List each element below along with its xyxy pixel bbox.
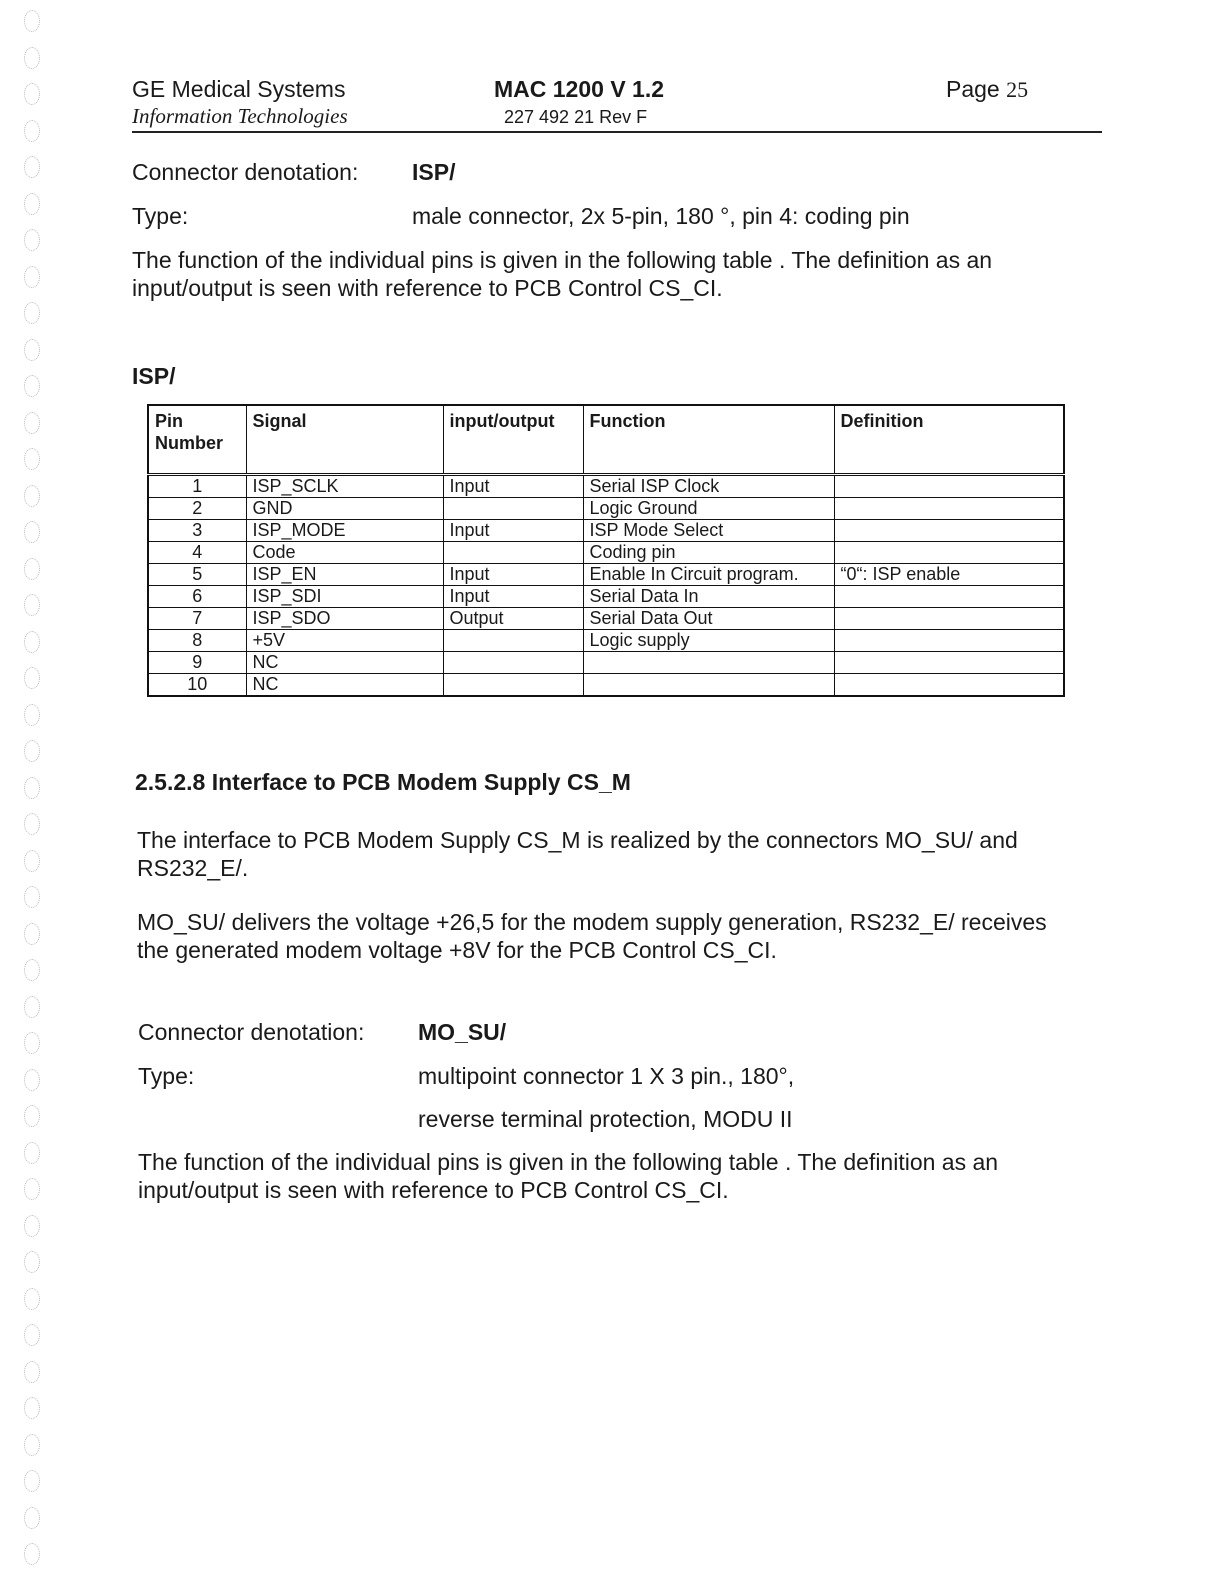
binder-hole-mark: [24, 412, 40, 434]
header-rule: [132, 131, 1102, 133]
header-pin-number: [148, 405, 246, 475]
binder-hole-mark: [24, 229, 40, 251]
division-name: Information Technologies: [132, 104, 348, 128]
header-pin-line2: Number: [155, 433, 224, 453]
cell-definition: [834, 498, 1064, 520]
cell-definition: “0“: ISP enable: [834, 564, 1064, 586]
binder-hole-mark: [24, 156, 40, 178]
page-label: Page: [946, 76, 1000, 102]
table-row: [148, 630, 1064, 652]
binder-hole-mark: [24, 10, 40, 32]
table-row: [148, 542, 1064, 564]
header-signal: Signal: [246, 405, 443, 475]
cell-pin: 10: [148, 674, 246, 697]
binder-hole-mark: [24, 1543, 40, 1565]
binder-hole-mark: [24, 1470, 40, 1492]
cell-io: Output: [443, 608, 583, 630]
page-indicator: [946, 76, 1028, 103]
header-function: Function: [583, 405, 834, 475]
isp-denotation-label: Connector denotation:: [132, 159, 359, 185]
table-row: [148, 475, 1064, 498]
binder-hole-mark: [24, 594, 40, 616]
cell-io: [443, 498, 583, 520]
table-row: [148, 674, 1064, 697]
modem-para1-line1: The interface to PCB Modem Supply CS_M is realized by the connectors MO_SU/ and: [137, 827, 1018, 853]
table-row: [148, 520, 1064, 542]
header-input-output: input/output: [443, 405, 583, 475]
binder-hole-mark: [24, 120, 40, 142]
binder-hole-mark: [24, 266, 40, 288]
binder-hole-mark: [24, 850, 40, 872]
company-name: GE Medical Systems: [132, 76, 346, 102]
isp-denotation-value: ISP/: [412, 159, 456, 185]
binder-hole-mark: [24, 83, 40, 105]
mosu-type-label: Type:: [138, 1063, 195, 1089]
cell-signal: ISP_SDO: [246, 608, 443, 630]
cell-function: Enable In Circuit program.: [583, 564, 834, 586]
binder-hole-mark: [24, 1105, 40, 1127]
mosu-type-value-line1: multipoint connector 1 X 3 pin., 180°,: [418, 1063, 795, 1089]
cell-function: [583, 652, 834, 674]
binder-hole-mark: [24, 448, 40, 470]
modem-para1-line2: RS232_E/.: [137, 855, 249, 881]
binder-hole-mark: [24, 959, 40, 981]
cell-io: Input: [443, 586, 583, 608]
table-row: [148, 564, 1064, 586]
table-row: [148, 586, 1064, 608]
cell-definition: [834, 630, 1064, 652]
cell-signal: Code: [246, 542, 443, 564]
binder-hole-mark: [24, 521, 40, 543]
binder-hole-mark: [24, 813, 40, 835]
binder-hole-mark: [24, 923, 40, 945]
cell-io: [443, 674, 583, 697]
binder-hole-mark: [24, 1215, 40, 1237]
cell-function: Coding pin: [583, 542, 834, 564]
cell-io: Input: [443, 564, 583, 586]
cell-pin: 7: [148, 608, 246, 630]
isp-intro-line2: input/output is seen with reference to PCB Control CS_CI.: [132, 275, 723, 301]
mosu-denotation-label: Connector denotation:: [138, 1019, 365, 1045]
binder-hole-mark: [24, 777, 40, 799]
cell-function: ISP Mode Select: [583, 520, 834, 542]
binder-hole-mark: [24, 1178, 40, 1200]
cell-definition: [834, 586, 1064, 608]
section-heading: 2.5.2.8 Interface to PCB Modem Supply CS_M: [135, 769, 631, 795]
isp-type-value: male connector, 2x 5-pin, 180 °, pin 4: coding pin: [412, 203, 910, 229]
binder-hole-mark: [24, 302, 40, 324]
cell-signal: NC: [246, 674, 443, 697]
binder-hole-mark: [24, 193, 40, 215]
binder-hole-mark: [24, 1069, 40, 1091]
isp-type-label: Type:: [132, 203, 189, 229]
binder-hole-mark: [24, 1361, 40, 1383]
product-title: MAC 1200 V 1.2: [494, 76, 665, 102]
mosu-type-value-line2: reverse terminal protection, MODU II: [418, 1106, 793, 1132]
binder-hole-mark: [24, 886, 40, 908]
header-definition: Definition: [834, 405, 1064, 475]
modem-para2-line2: the generated modem voltage +8V for the PCB Control CS_CI.: [137, 937, 777, 963]
cell-io: [443, 652, 583, 674]
cell-signal: GND: [246, 498, 443, 520]
cell-signal: ISP_SCLK: [246, 475, 443, 498]
cell-function: Serial Data In: [583, 586, 834, 608]
binder-hole-mark: [24, 667, 40, 689]
binder-hole-mark: [24, 631, 40, 653]
cell-function: Serial Data Out: [583, 608, 834, 630]
page-number: 25: [1006, 77, 1029, 102]
cell-definition: [834, 652, 1064, 674]
cell-definition: [834, 542, 1064, 564]
table-header-row: [148, 405, 1064, 475]
cell-function: Logic supply: [583, 630, 834, 652]
modem-para2-line1: MO_SU/ delivers the voltage +26,5 for the modem supply generation, RS232_E/ receives: [137, 909, 1047, 935]
cell-definition: [834, 475, 1064, 498]
binder-hole-mark: [24, 339, 40, 361]
binder-hole-mark: [24, 485, 40, 507]
page-header: [132, 74, 1102, 134]
mosu-closing-line2: input/output is seen with reference to PCB Control CS_CI.: [138, 1177, 729, 1203]
cell-io: Input: [443, 475, 583, 498]
cell-pin: 4: [148, 542, 246, 564]
cell-signal: ISP_MODE: [246, 520, 443, 542]
cell-function: Logic Ground: [583, 498, 834, 520]
binder-hole-mark: [24, 1324, 40, 1346]
binder-hole-mark: [24, 1032, 40, 1054]
cell-pin: 6: [148, 586, 246, 608]
cell-pin: 3: [148, 520, 246, 542]
binder-holes: [14, 0, 50, 1580]
cell-function: Serial ISP Clock: [583, 475, 834, 498]
binder-hole-mark: [24, 740, 40, 762]
binder-hole-mark: [24, 558, 40, 580]
binder-hole-mark: [24, 1288, 40, 1310]
binder-hole-mark: [24, 996, 40, 1018]
table-row: [148, 608, 1064, 630]
binder-hole-mark: [24, 1434, 40, 1456]
binder-hole-mark: [24, 1251, 40, 1273]
binder-hole-mark: [24, 1397, 40, 1419]
cell-function: [583, 674, 834, 697]
binder-hole-mark: [24, 375, 40, 397]
mosu-closing-line1: The function of the individual pins is given in the following table . The definition as an: [138, 1149, 999, 1175]
cell-definition: [834, 520, 1064, 542]
binder-hole-mark: [24, 47, 40, 69]
isp-intro-line1: The function of the individual pins is given in the following table . The definition as an: [132, 247, 993, 273]
cell-pin: 8: [148, 630, 246, 652]
cell-io: [443, 542, 583, 564]
cell-pin: 1: [148, 475, 246, 498]
binder-hole-mark: [24, 1507, 40, 1529]
cell-signal: +5V: [246, 630, 443, 652]
cell-pin: 5: [148, 564, 246, 586]
binder-hole-mark: [24, 1142, 40, 1164]
table-row: [148, 498, 1064, 520]
cell-pin: 9: [148, 652, 246, 674]
cell-pin: 2: [148, 498, 246, 520]
cell-signal: ISP_SDI: [246, 586, 443, 608]
cell-signal: NC: [246, 652, 443, 674]
cell-signal: ISP_EN: [246, 564, 443, 586]
table-row: [148, 652, 1064, 674]
document-number: 227 492 21 Rev F: [504, 107, 648, 127]
isp-pin-table: [147, 404, 1065, 697]
cell-definition: [834, 608, 1064, 630]
cell-definition: [834, 674, 1064, 697]
cell-io: [443, 630, 583, 652]
isp-table-title: ISP/: [132, 363, 176, 389]
mosu-denotation-value: MO_SU/: [418, 1019, 507, 1045]
header-pin-line1: Pin: [155, 411, 184, 431]
binder-hole-mark: [24, 704, 40, 726]
cell-io: Input: [443, 520, 583, 542]
